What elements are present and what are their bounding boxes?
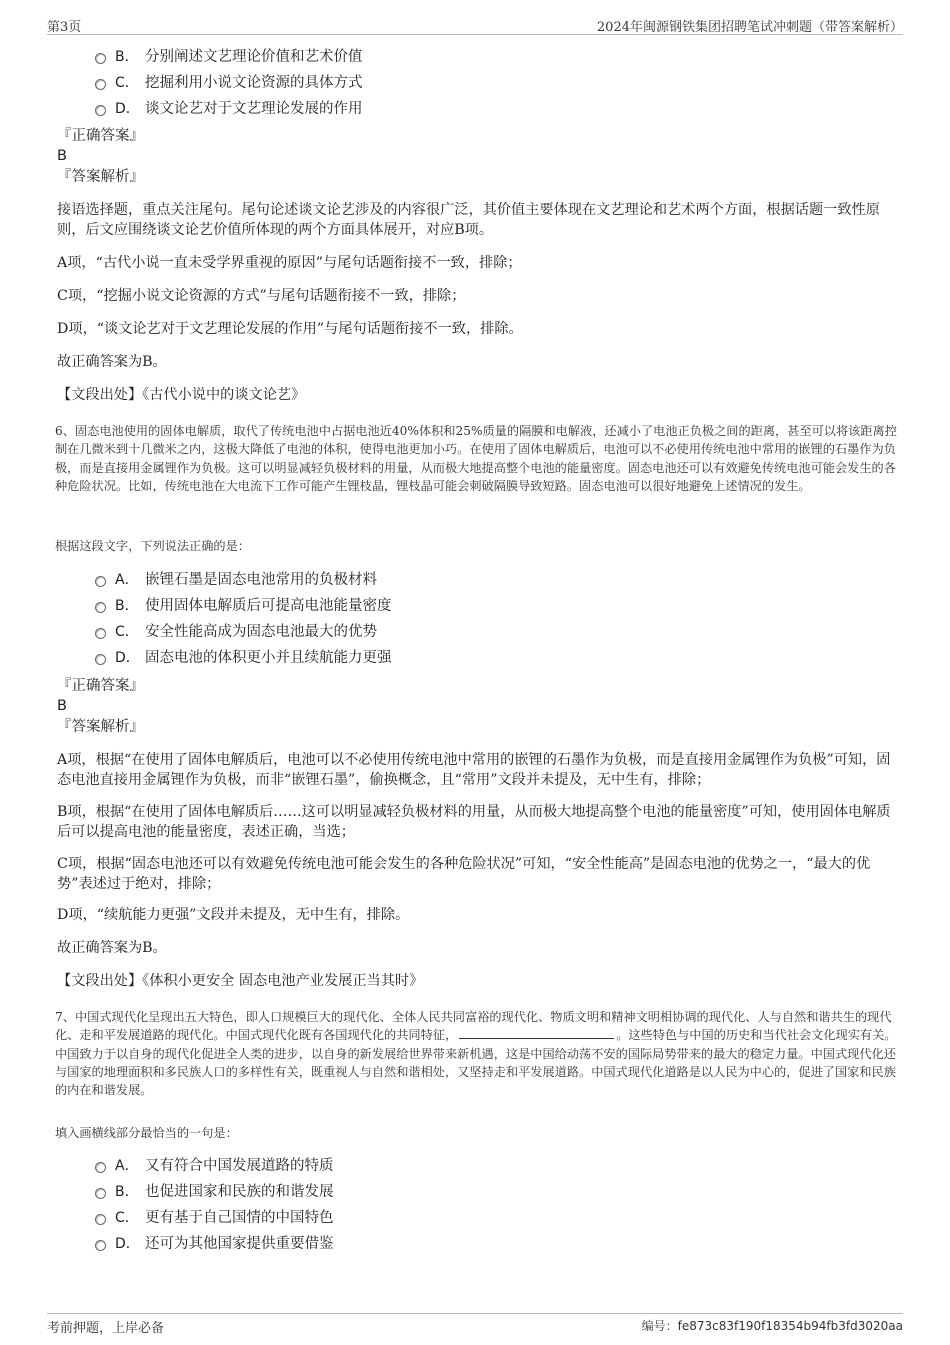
footer-slogan: 考前押题，上岸必备 <box>47 1321 165 1336</box>
radio-icon[interactable] <box>95 1240 106 1251</box>
document-title: 2024年闽源钢铁集团招聘笔试冲刺题（带答案解析） <box>596 20 903 35</box>
q6-analysis-b: B项，根据“在使用了固体电解质后……这可以明显减轻负极材料的用量，从而极大地提高整个电池的能量密度”可知，使用固体电解质后可以提高电池的能量密度，表述正确，当选； <box>57 804 891 840</box>
q6-analysis-d: D项，“续航能力更强”文段并未提及，无中生有，排除。 <box>57 907 410 923</box>
q6-analysis-label: 『答案解析』 <box>57 719 144 735</box>
q5-analysis-label: 『答案解析』 <box>57 169 144 185</box>
radio-icon[interactable] <box>95 79 106 90</box>
q6-stem: 6、固态电池使用的固体电解质，取代了传统电池中占据电池近40%体积和25%质量的隔膜和电解液，还减小了电池正负极之间的距离，甚至可以将该距离控制在几微米到十几微米之内，这极大降低了电池的体积，使得电池更加小巧。在使用了固体电解质后，电池可以不必使用传统电池中常用的嵌锂的石墨作为负极，而是直接用金属锂作为负极。这可以明显减轻负极材料的用量，从而极大地提高整个电池的能量密度。固态电池还可以有效避免传统电池可能会发生的各种危险状况。比如，传统电池在大电流下工作可能产生锂枝晶，锂枝晶可能会刺破隔膜导致短路。固态电池可以很好地避免上述情况的发生。 <box>55 424 897 493</box>
page-footer <box>47 1313 903 1336</box>
page-number: 第3页 <box>47 20 82 35</box>
q5-analysis-main: 接语选择题，重点关注尾句。尾句论述谈文论艺涉及的内容很广泛，其价值主要体现在文艺理论和艺术两个方面，根据话题一致性原则，后文应围绕谈文论艺价值所体现的两个方面具体展开，对应B项。 <box>57 202 880 238</box>
q5-conclusion: 故正确答案为B。 <box>57 354 167 370</box>
radio-icon[interactable] <box>95 105 106 116</box>
q6-answer: B <box>57 698 67 714</box>
q5-analysis-c: C项，“挖掘小说文论资源的方式”与尾句话题衔接不一致，排除； <box>57 288 466 304</box>
q5-answer-label: 『正确答案』 <box>57 128 144 144</box>
q6-source: 【文段出处】《体积小更安全 固态电池产业发展正当其时》 <box>57 973 424 989</box>
q6-analysis-a: A项，根据“在使用了固体电解质后，电池可以不必使用传统电池中常用的嵌锂的石墨作为负极，而是直接用金属锂作为负极”可知，固态电池直接用金属锂作为负极，而非“嵌锂石墨”，偷换概念，且“常用”文段并未提及，无中生有，排除； <box>57 752 891 788</box>
radio-icon[interactable] <box>95 1162 106 1173</box>
radio-icon[interactable] <box>95 654 106 665</box>
radio-icon[interactable] <box>95 1214 106 1225</box>
radio-icon[interactable] <box>95 53 106 64</box>
q5-answer: B <box>57 148 67 164</box>
q5-source: 【文段出处】《古代小说中的谈文论艺》 <box>57 387 306 403</box>
fill-blank <box>459 1026 614 1039</box>
q6-prompt: 根据这段文字，下列说法正确的是： <box>55 539 250 553</box>
q6-conclusion: 故正确答案为B。 <box>57 940 167 956</box>
q7-stem: 7、中国式现代化呈现出五大特色，即人口规模巨大的现代化、全体人民共同富裕的现代化、物质文明和精神文明相协调的现代化、人与自然和谐共生的现代化、走和平发展道路的现代化。中国式现代化既有各国现代化的共同特征， 。这些特色与中国的历史和当代社会文化现实有关。中国致力于以自身的现代化促进全人类的进步，以自身的新发展给世界带来新机遇，这是中国给动荡不安的国际局势带来的最大的稳定力量。中国式现代化还与国家的地理面积和多民族人口的多样性有关，既重视人与自然和谐相处，又坚持走和平发展道路。中国式现代化道路是以人民为中心的，促进了国家和民族的内在和谐发展。 <box>55 1010 897 1098</box>
radio-icon[interactable] <box>95 1188 106 1199</box>
q7-prompt: 填入画横线部分最恰当的一句是： <box>55 1126 238 1140</box>
q5-analysis-a: A项，“古代小说一直未受学界重视的原因”与尾句话题衔接不一致，排除； <box>57 255 522 271</box>
radio-icon[interactable] <box>95 628 106 639</box>
page-header <box>47 14 903 35</box>
radio-icon[interactable] <box>95 602 106 613</box>
document-code: 编号：fe873c83f190f18354b94fb3fd3020aa <box>641 1319 903 1333</box>
radio-icon[interactable] <box>95 576 106 587</box>
q5-analysis-d: D项，“谈文论艺对于文艺理论发展的作用”与尾句话题衔接不一致，排除。 <box>57 321 523 337</box>
q6-answer-label: 『正确答案』 <box>57 678 144 694</box>
q6-analysis-c: C项，根据“固态电池还可以有效避免传统电池可能会发生的各种危险状况”可知，“安全性能高”是固态电池的优势之一，“最大的优势”表述过于绝对，排除； <box>57 856 871 892</box>
